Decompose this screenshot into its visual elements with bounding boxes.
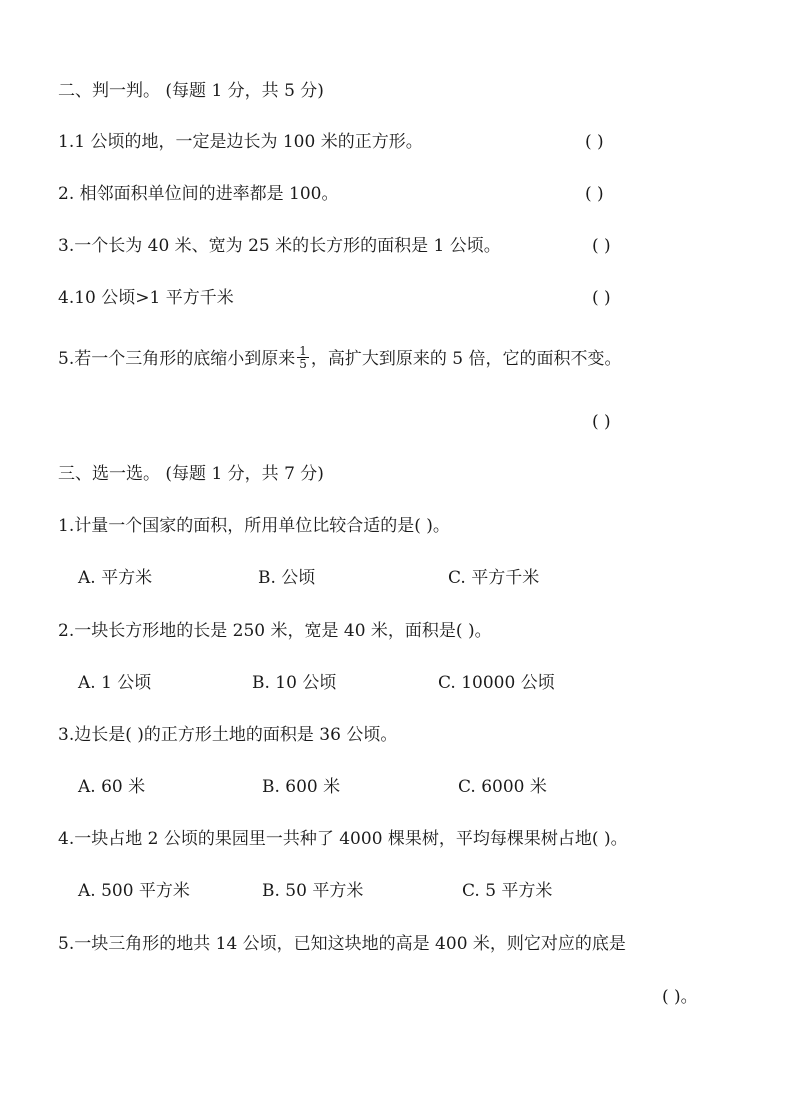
choice-2-option-a[interactable]: A. 1 公顷 [78,673,152,693]
choice-3-option-b[interactable]: B. 600 米 [262,777,341,797]
choice-question-3: 3.边长是( )的正方形土地的面积是 36 公顷。 [58,725,398,745]
choice-3-option-c[interactable]: C. 6000 米 [458,777,547,797]
choice-1-option-a[interactable]: A. 平方米 [78,568,153,588]
judge-question-5-start: 5.若一个三角形的底缩小到原来 [58,349,296,369]
choice-question-2: 2.一块长方形地的长是 250 米，宽是 40 米，面积是( )。 [58,621,492,641]
answer-blank-judge-4[interactable]: ( ) [592,288,611,308]
judge-question-5 [58,344,622,372]
choice-2-option-c[interactable]: C. 10000 公顷 [438,673,555,693]
answer-blank-judge-5[interactable]: ( ) [592,412,611,432]
answer-blank-judge-2[interactable]: ( ) [585,184,604,204]
choice-question-5: 5.一块三角形的地共 14 公顷，已知这块地的高是 400 米，则它对应的底是 [58,934,626,954]
section-2-heading: 二、判一判。 (每题 1 分，共 5 分) [58,81,324,101]
choice-1-option-b[interactable]: B. 公顷 [258,568,316,588]
judge-question-5-end: ，高扩大到原来的 5 倍，它的面积不变。 [310,349,622,369]
section-3-heading: 三、选一选。 (每题 1 分，共 7 分) [58,464,324,484]
fraction-numerator: 1 [299,344,307,358]
choice-1-option-c[interactable]: C. 平方千米 [448,568,540,588]
choice-4-option-b[interactable]: B. 50 平方米 [262,881,364,901]
choice-question-1: 1.计量一个国家的面积，所用单位比较合适的是( )。 [58,516,450,536]
fraction-one-fifth [297,345,309,370]
choice-3-option-a[interactable]: A. 60 米 [78,777,146,797]
choice-2-option-b[interactable]: B. 10 公顷 [252,673,337,693]
judge-question-1: 1.1 公顷的地，一定是边长为 100 米的正方形。 [58,132,423,152]
judge-question-4: 4.10 公顷>1 平方千米 [58,288,234,308]
answer-blank-judge-3[interactable]: ( ) [592,236,611,256]
judge-question-2: 2. 相邻面积单位间的进率都是 100。 [58,184,339,204]
fraction-denominator: 5 [299,357,307,371]
answer-blank-choice-5[interactable]: ( )。 [662,987,698,1007]
answer-blank-judge-1[interactable]: ( ) [585,132,604,152]
judge-question-3: 3.一个长为 40 米、宽为 25 米的长方形的面积是 1 公顷。 [58,236,501,256]
choice-4-option-c[interactable]: C. 5 平方米 [462,881,553,901]
choice-question-4: 4.一块占地 2 公顷的果园里一共种了 4000 棵果树，平均每棵果树占地( )。 [58,829,628,849]
choice-4-option-a[interactable]: A. 500 平方米 [78,881,190,901]
